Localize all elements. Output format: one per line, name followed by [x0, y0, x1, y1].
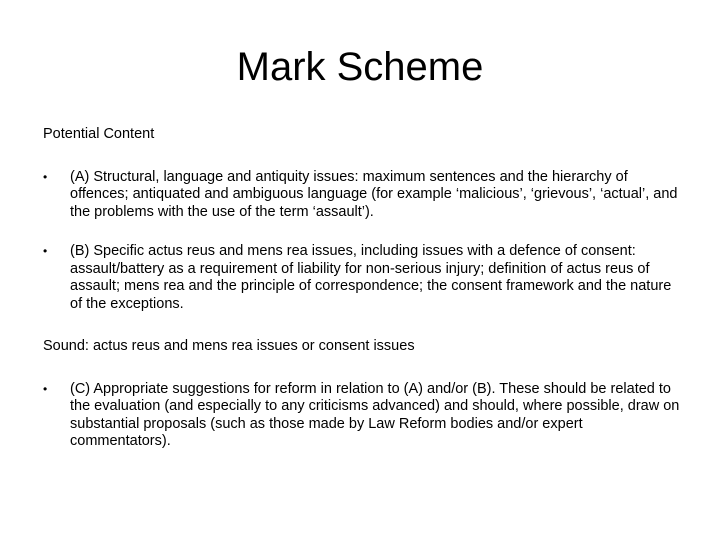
- bullet-icon: •: [43, 169, 48, 184]
- slide-body: [43, 126, 693, 451]
- list-item: [43, 381, 683, 451]
- sound-content-list: [43, 381, 693, 451]
- list-item: [43, 169, 683, 222]
- bullet-text-c: (C) Appropriate suggestions for reform in relation to (A) and/or (B). These should be related to the evaluation (and especially to any criticisms advanced) and should, where possible, draw on substantial proposals (such as those made by Law Reform bodies and/or expert commentators).: [70, 380, 680, 449]
- list-item: [43, 243, 683, 313]
- potential-content-heading: Potential Content: [43, 126, 155, 142]
- bullet-icon: •: [43, 381, 48, 396]
- bullet-icon: •: [43, 244, 48, 258]
- bullet-text-b: (B) Specific actus reus and mens rea issues, including issues with a defence of consent: assault/battery as a requirement of liability for non-serious injury; definition of actus reus of assault; mens rea and the principle of correspondence; the consent framework and the nature of the exceptions.: [70, 243, 672, 312]
- slide-title: Mark Scheme: [236, 45, 484, 89]
- sound-heading: Sound: actus reus and mens rea issues or consent issues: [43, 338, 415, 354]
- potential-content-list: [43, 169, 693, 314]
- bullet-text-a: (A) Structural, language and antiquity issues: maximum sentences and the hierarchy of offences; antiquated and ambiguous language (for example ‘malicious’, ‘grievous’, ‘actual’, and the problems with the use of the term ‘assault’).: [70, 168, 678, 220]
